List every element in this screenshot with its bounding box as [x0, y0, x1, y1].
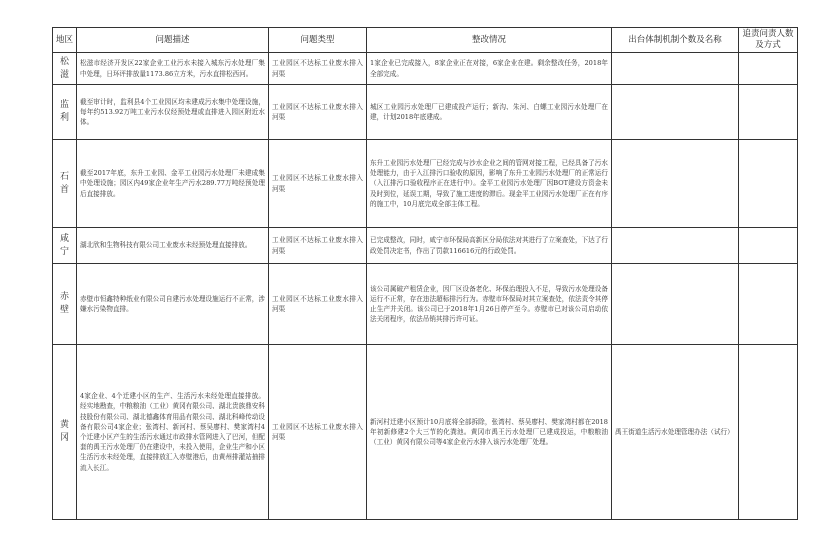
- region-name: 石首: [59, 171, 69, 195]
- region-name: 赤壁: [59, 292, 69, 315]
- rectification-cell: 新河村迁建小区预计10月底将全部拆除，张湾村、蔡吴廖村、樊家湾村都在2018年初新修建2个大三节的化粪池。黄冈市禹王污水处理厂已建成投运，中粮粮油（工业）黄冈有限公司等4家企业污水排入该污水处理厂处理。: [367, 345, 612, 520]
- rectification-cell: 城区工业园污水处理厂已建成投产运行；新沟、朱河、白螺工业园污水处理厂在建，计划2018年底建成。: [367, 85, 612, 140]
- region-name: 松滋: [59, 56, 69, 80]
- region-name: 咸宁: [59, 233, 69, 257]
- table-row: [53, 264, 798, 345]
- mechanism-cell: [612, 85, 739, 140]
- description-cell: 赤壁市恒鑫特种纸业有限公司自建污水处理设施运行不正常，涉嫌水污染物直排。: [77, 264, 269, 345]
- problem-type-cell: 工业园区不达标工业废水排入河渠: [269, 264, 367, 345]
- header-mechanism: 出台体制机制个数及名称: [612, 28, 739, 53]
- mechanism-cell: [612, 264, 739, 345]
- region-cell: [53, 53, 77, 85]
- header-description: 问题描述: [77, 28, 269, 53]
- table-row: [53, 140, 798, 228]
- region-cell: [53, 85, 77, 140]
- table-row: [53, 53, 798, 85]
- mechanism-cell: [612, 228, 739, 264]
- problem-type-cell: 工业园区不达标工业废水排入河渠: [269, 140, 367, 228]
- rectification-cell: 已完成整改，同时，咸宁市环保局高新区分局依法对其进行了立案查处，下达了行政处罚决定书，作出了罚款116616元的行政处罚。: [367, 228, 612, 264]
- description-cell: 截至审计时，监利县4个工业园区均未建成污水集中处理设施，每年约513.92万吨工业污水仅经预处理或直排进入园区附近水体。: [77, 85, 269, 140]
- mechanism-cell: 禹王街道生活污水处理管理办法（试行）: [612, 345, 739, 520]
- header-accountability: 追责问责人数及方式: [739, 28, 798, 53]
- header-rectification: 整改情况: [367, 28, 612, 53]
- table-row: [53, 345, 798, 520]
- mechanism-cell: [612, 53, 739, 85]
- accountability-cell: [739, 140, 798, 228]
- header-region: 地区: [53, 28, 77, 53]
- mechanism-cell: [612, 140, 739, 228]
- accountability-cell: [739, 53, 798, 85]
- accountability-cell: [739, 85, 798, 140]
- accountability-cell: [739, 264, 798, 345]
- problem-type-cell: 工业园区不达标工业废水排入河渠: [269, 228, 367, 264]
- region-cell: [53, 264, 77, 345]
- description-cell: 湖北欣和生物科技有限公司工业废水未经预处理直接排放。: [77, 228, 269, 264]
- region-cell: [53, 345, 77, 520]
- rectification-table: [52, 27, 798, 520]
- description-cell: 4家企业、4个迁建小区的生产、生活污水未经处理直接排放。经实地勘查，中粮粮油（工业）黄冈有限公司、湖北贵族鼎安科技股份有限公司、湖北德鑫体育用品有限公司、湖北科峰传动设备有限公司4家企业；张湾村、新河村、蔡吴廖村、樊家湾村4个迁建小区产生的生活污水通过市政排水管网进入了巴河，但配套的禹王污水处理厂仍在建设中，未投入使用，企业生产和小区生活污水未经处理，直接排放汇入赤壁港后，由黄州排灌站抽排流入长江。: [77, 345, 269, 520]
- problem-type-cell: 工业园区不达标工业废水排入河渠: [269, 345, 367, 520]
- description-cell: 截至2017年底，东升工业园、金平工业园污水处理厂未建成集中处理设施；园区内49家企业年生产污水289.77万吨经预处理后直接排放。: [77, 140, 269, 228]
- region-cell: [53, 140, 77, 228]
- problem-type-cell: 工业园区不达标工业废水排入河渠: [269, 85, 367, 140]
- accountability-cell: [739, 345, 798, 520]
- table-row: [53, 228, 798, 264]
- rectification-cell: 该公司属破产租赁企业，因厂区设备老化、环保治理投入不足，导致污水处理设备运行不正常，存在违法超标排污行为。赤壁市环保局对其立案查处，依法责令其停止生产并关闭。该公司已于2018年1月26日停产至今。赤壁市已对该公司启动依法关闭程序，依法吊销其排污许可证。: [367, 264, 612, 345]
- region-name: 黄冈: [59, 420, 69, 443]
- rectification-cell: 1家企业已完成接入，8家企业正在对接，6家企业在建。剩余整改任务，2018年全部完成。: [367, 53, 612, 85]
- table-row: [53, 85, 798, 140]
- description-cell: 松滋市经济开发区22家企业工业污水未接入城东污水处理厂集中处理，日环评排放量1173.86立方米，污水直排松西河。: [77, 53, 269, 85]
- table-header-row: [53, 28, 798, 53]
- problem-type-cell: 工业园区不达标工业废水排入河渠: [269, 53, 367, 85]
- region-cell: [53, 228, 77, 264]
- header-problem-type: 问题类型: [269, 28, 367, 53]
- rectification-cell: 东升工业园污水处理厂已经完成与沙水企业之间的管网对接工程，已经具备了污水处理能力，由于入江排污口验收的原因，影响了东升工业园污水处理厂的正常运行（入江排污口验收程序正在进行中）。金平工业园污水处理厂因BOT建设方资金未及时到位，延误工期，导致了施工进度的滞后。现金平工业园污水处理厂正在有序的施工中，10月底完成全部主体工程。: [367, 140, 612, 228]
- region-name: 监利: [59, 100, 69, 123]
- accountability-cell: [739, 228, 798, 264]
